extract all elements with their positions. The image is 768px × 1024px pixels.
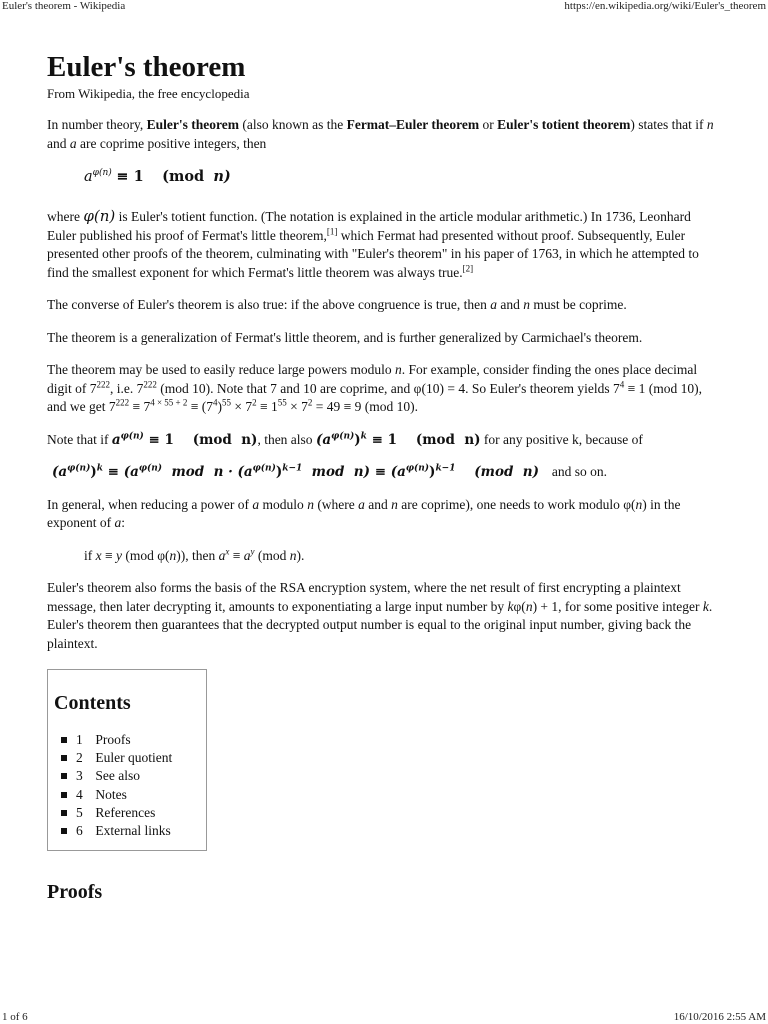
print-header-url[interactable]: https://en.wikipedia.org/wiki/Euler's_theorem <box>564 0 766 12</box>
example-exp-5: 4 × 55 + 2 <box>150 397 188 408</box>
toc-item-label[interactable]: Euler quotient <box>95 750 173 766</box>
note-math-2-exp: φ(n) <box>331 431 355 441</box>
note-math-1: a <box>111 431 121 448</box>
example-text-6: ≡ 7 <box>129 399 151 414</box>
print-header-title: Euler's theorem - Wikipedia <box>2 0 126 12</box>
note-text-3: for any positive k, because of <box>480 431 643 447</box>
general-var-n2: n <box>391 496 398 512</box>
article-tagline: From Wikipedia, the free encyclopedia <box>47 86 250 101</box>
note-math-2: (a <box>315 431 332 448</box>
rsa-var-k: k <box>507 598 514 614</box>
rsa-text-1: Euler's theorem also forms the basis of the RSA encryption system, where the net result of first encrypting a plaintext message, then later decrypting it, amounts to exponentiating a large input number by <box>47 580 681 614</box>
note-text-1: Note that if <box>47 431 112 447</box>
toc-item-number: 5 <box>76 804 83 820</box>
example-exp-6: 4 <box>213 397 218 408</box>
example-var-n: n <box>395 362 402 377</box>
big-eq-part-1: (a <box>52 464 68 480</box>
general-text-6: ) in the exponent of <box>47 496 681 530</box>
toc-item-label[interactable]: See also <box>95 768 140 784</box>
big-eq-tail: and so on. <box>551 464 608 479</box>
example-exp-2: 222 <box>143 379 157 389</box>
rsa-text-4: . Euler's theorem then guarantees that the decrypted output number is equal to the original input number, giving back the plaintext. <box>47 598 713 651</box>
intro-text-5: and <box>47 135 70 151</box>
toc-item-see-also[interactable] <box>76 767 206 785</box>
note-math-2-k: k <box>360 431 367 441</box>
if-var-x: x <box>95 547 102 563</box>
toc-item-label[interactable]: External links <box>95 823 171 839</box>
general-text-7: : <box>121 515 125 530</box>
big-eq-part-3: ≡ (a <box>102 464 139 480</box>
if-var-a1: a <box>218 547 226 563</box>
example-exp-8: 2 <box>252 397 257 408</box>
big-eq-exp-3: φ(n) <box>138 463 163 474</box>
big-eq-exp-1: φ(n) <box>67 463 91 474</box>
converse-text-1: The converse of Euler's theorem is also true: if the above congruence is true, then <box>47 297 491 312</box>
rsa-text-2: φ( <box>513 598 526 614</box>
note-math-2-rest: ≡ 1 (mod n) <box>366 431 481 448</box>
toc-item-number: 6 <box>76 823 83 839</box>
example-text-12: = 49 ≡ 9 (mod 10). <box>312 399 418 414</box>
general-var-a2: a <box>358 496 365 512</box>
toc-item-number: 3 <box>76 768 83 784</box>
example-text-9: × 7 <box>231 399 253 414</box>
general-paragraph <box>47 496 723 533</box>
example-text-10: ≡ 1 <box>256 399 278 414</box>
eq-mod: (mod <box>162 168 205 185</box>
toc-item-number: 4 <box>76 786 83 802</box>
if-text-1: if <box>84 547 96 563</box>
rsa-paragraph <box>47 579 723 653</box>
section-heading-proofs: Proofs <box>47 881 103 904</box>
toc-item-euler-quotient[interactable] <box>76 749 206 767</box>
if-var-a2: a <box>243 547 251 563</box>
big-eq-exp-6: φ(n) <box>405 463 430 474</box>
example-text-8: ) <box>217 399 222 414</box>
ref-link-2[interactable]: [2] <box>462 263 474 273</box>
big-eq-part-8: (mod n) <box>455 464 540 480</box>
if-text-5: ≡ <box>229 547 244 563</box>
toc-title: Contents <box>54 692 131 714</box>
intro-paragraph <box>47 116 723 153</box>
toc-item-notes[interactable] <box>76 786 206 804</box>
intro-text-3: or <box>479 117 498 132</box>
example-exp-3: 4 <box>619 379 625 389</box>
note-text-2: , then also <box>257 431 316 447</box>
intro-text-4: ) states that if <box>630 117 707 132</box>
general-text-4: and <box>364 496 392 512</box>
intro-var-a: a <box>69 135 77 151</box>
if-exp-x: x <box>225 546 230 556</box>
if-text-6: (mod <box>254 547 290 563</box>
example-text-5: ≡ 1 (mod 10), and we get 7 <box>47 380 702 414</box>
big-eq-part-5: ) <box>275 464 283 480</box>
rsa-var-n: n <box>525 598 533 614</box>
if-var-n: n <box>169 547 177 563</box>
print-datetime: 16/10/2016 2:55 AM <box>673 1011 766 1023</box>
converse-var-a: a <box>490 297 498 312</box>
example-text-1: The theorem may be used to easily reduce large powers modulo <box>47 362 396 377</box>
if-exp-y: y <box>250 546 255 556</box>
note-math-1-rest: ≡ 1 (mod n) <box>143 431 258 448</box>
big-eq-part-6: mod n) ≡ (a <box>302 464 406 480</box>
example-exp-9: 55 <box>277 397 287 408</box>
big-eq-part-4: mod n · (a <box>162 464 253 480</box>
if-text-7: ). <box>296 547 305 563</box>
intro-text-6: are coprime positive integers, then <box>76 135 267 151</box>
intro-text-2: (also known as the <box>238 117 347 132</box>
example-exp-10: 2 <box>307 397 313 408</box>
general-var-a1: a <box>252 496 260 512</box>
converse-paragraph <box>47 296 723 315</box>
toc-item-label[interactable]: Notes <box>95 786 127 802</box>
example-exp-1: 222 <box>96 379 110 389</box>
example-text-7: ≡ (7 <box>187 399 213 414</box>
where-paragraph <box>47 207 723 282</box>
table-of-contents <box>47 669 207 851</box>
toc-item-number: 1 <box>76 732 83 747</box>
toc-item-proofs[interactable] <box>76 731 206 749</box>
example-exp-7: 55 <box>222 397 231 408</box>
ref-link-1[interactable]: [1] <box>326 226 338 236</box>
intro-bold-2: Fermat–Euler theorem <box>346 117 480 132</box>
rsa-var-k2: k <box>702 598 709 614</box>
general-text-2: modulo <box>259 496 308 512</box>
general-var-n1: n <box>307 496 314 512</box>
note-math-1-exp: φ(n) <box>120 431 144 441</box>
example-text-3: , i.e. 7 <box>110 380 144 396</box>
general-text-3: (where <box>313 496 359 512</box>
toc-item-number: 2 <box>76 750 83 766</box>
if-var-y: y <box>116 547 122 563</box>
if-text-3: (mod φ( <box>122 547 170 563</box>
example-text-4: (mod 10). Note that 7 and 10 are coprime, and φ(10) = 4. So Euler's theorem yields 7 <box>156 380 620 396</box>
if-var-n2: n <box>289 547 297 563</box>
general-var-n3: n <box>635 496 643 512</box>
intro-bold-3: Euler's totient theorem <box>497 117 631 132</box>
eq-relation: ≡ 1 <box>116 168 144 185</box>
eq-mod-n: n) <box>213 168 231 185</box>
converse-text-3: must be coprime. <box>530 297 627 312</box>
big-equation <box>52 463 723 482</box>
generalization-paragraph: The theorem is a generalization of Fermat's little theorem, and is further generalized by Carmichael's theorem. <box>47 329 643 345</box>
if-text-2: ≡ <box>101 547 116 563</box>
eq-exponent: φ(n) <box>92 168 112 179</box>
example-exp-4: 222 <box>115 397 130 408</box>
general-var-a3: a <box>114 515 122 530</box>
intro-var-n: n <box>706 117 714 132</box>
toc-item-references[interactable] <box>76 804 206 822</box>
where-text-2: is Euler's totient function. (The notation is explained in the article modular arithmetic.) In 1736, Leonhard Euler published his proof of Fermat's little theorem, <box>47 209 691 243</box>
big-eq-exp-2: k <box>96 463 103 474</box>
toc-item-label[interactable]: Proofs <box>95 732 131 747</box>
example-text-11: × 7 <box>286 399 308 414</box>
converse-var-n: n <box>523 297 531 312</box>
where-text-3: which Fermat had presented without proof. Subsequently, Euler presented other proofs of the theorem, culminating with "Euler's theorem" in his paper of 1763, in which he attempted to find the smallest exponent for which Fermat's little theorem was always true. <box>47 227 699 280</box>
toc-item-external-links[interactable] <box>76 822 206 840</box>
article-content <box>47 50 723 904</box>
big-eq-exp-4: φ(n) <box>252 463 276 474</box>
if-line <box>84 547 723 566</box>
intro-text-1: In number theory, <box>47 117 147 132</box>
eq-base: a <box>84 169 93 185</box>
where-phi: φ(n) <box>83 207 116 225</box>
page-indicator: 1 of 6 <box>2 1011 28 1023</box>
big-eq-part-2: ) <box>90 464 97 480</box>
converse-text-2: and <box>497 297 524 312</box>
general-text-5: are coprime), one needs to work modulo φ( <box>397 496 636 512</box>
note-paragraph <box>47 431 723 450</box>
main-equation <box>84 167 723 187</box>
where-text-1: where <box>47 209 84 224</box>
rsa-text-3: ) + 1, for some positive integer <box>532 598 703 614</box>
big-eq-exp-5: k−1 <box>282 463 303 474</box>
example-text-2: . For example, consider finding the ones place decimal digit of 7 <box>47 362 698 396</box>
toc-list <box>54 731 206 840</box>
if-text-4: )), then <box>176 547 219 563</box>
page-title: Euler's theorem <box>47 51 246 83</box>
general-text-1: In general, when reducing a power of <box>47 496 253 512</box>
big-eq-part-7: ) <box>429 464 436 480</box>
intro-bold-1: Euler's theorem <box>146 117 239 132</box>
big-eq-exp-7: k−1 <box>435 463 456 474</box>
note-math-2-paren: ) <box>354 431 361 448</box>
toc-item-label[interactable]: References <box>95 804 156 820</box>
example-paragraph <box>47 361 723 417</box>
